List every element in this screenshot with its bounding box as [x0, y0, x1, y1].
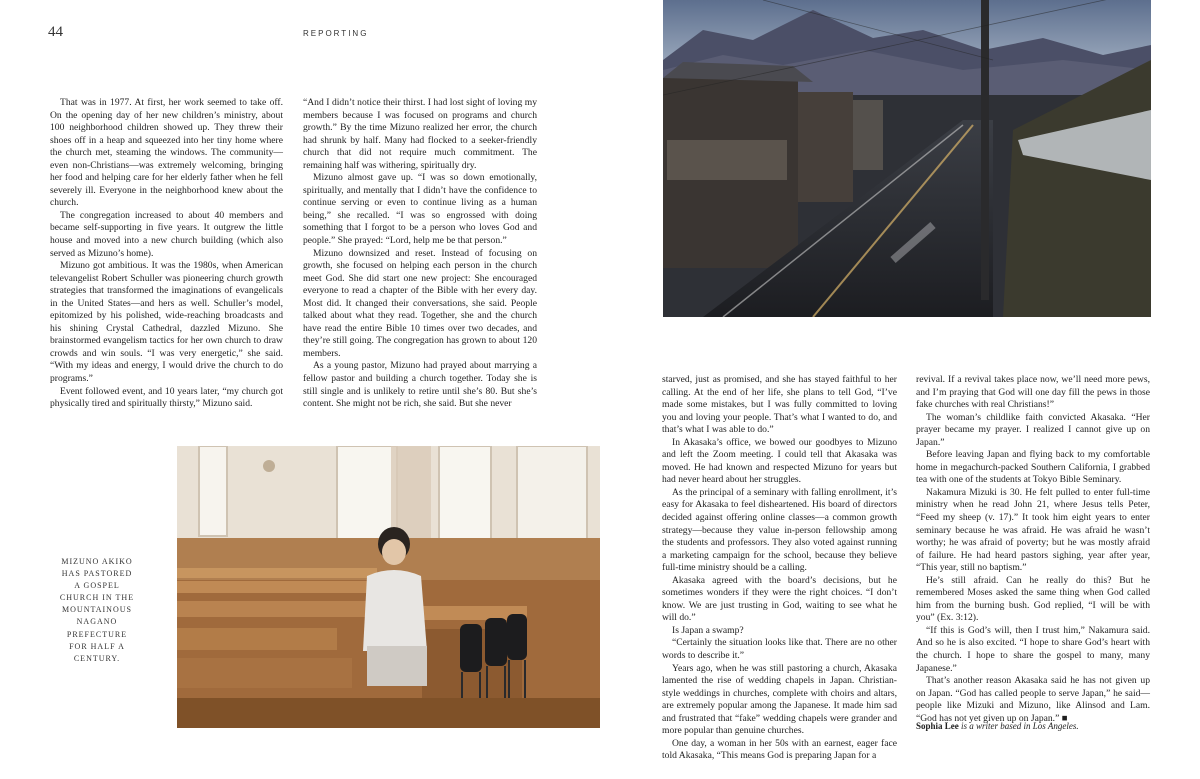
- paragraph: “And I didn’t notice their thirst. I had lost sight of loving my members because I was focused on programs and church growth.” By the time Mizuno realized her error, the church had shrunk by half. Many had flocked to a seeker-friendly church that did not require much commitment. The remaining half was withering, spiritually dry.: [303, 97, 537, 171]
- paragraph: One day, a woman in her 50s with an earnest, eager face told Akasaka, “This means God is preparing Japan for a: [662, 737, 897, 762]
- author-bio: is a writer based in Los Angeles.: [958, 721, 1079, 731]
- paragraph: Akasaka agreed with the board’s decisions, but he sometimes wonders if they were the right choices. “I don’t know. We are just trusting in God, waiting to see what he will do.”: [662, 574, 897, 624]
- paragraph: Event followed event, and 10 years later, “my church got physically tired and spiritually thirsty,” Mizuno said.: [50, 385, 283, 410]
- paragraph: Years ago, when he was still pastoring a church, Akasaka lamented the rise of wedding chapels in Japan. Christian-style weddings in churches, complete with choirs and altars, are extremely popular among the Japanese. It made him sad and frustrated that “fake” wedding chapels were grander and more popular than genuine churches.: [662, 662, 897, 737]
- paragraph: Before leaving Japan and flying back to my comfortable home in megachurch-packed Southern California, I grabbed tea with one of the students at Tokyo Bible Seminary.: [916, 449, 1150, 486]
- paragraph: Mizuno got ambitious. It was the 1980s, when American televangelist Robert Schuller was pioneering church growth strategies that transformed the imaginations of evangelicals in the United States—and hers as well. Schuller’s model, epitomized by his polished, wide-reaching broadcasts and his shining Crystal Cathedral, dazzled Mizuno. She brainstormed evangelism tactics for her own church to draw crowds and win souls. “I was very energetic,” she said. “With my ideas and energy, I would drive the church to do programs.”: [50, 260, 283, 385]
- paragraph: revival. If a revival takes place now, we’ll need more pews, and I’m praying that God will one day fill the pews in those fake churches with real Christians!”: [916, 374, 1150, 411]
- paragraph: That was in 1977. At first, her work seemed to take off. On the opening day of her new children’s ministry, about 100 neighborhood children showed up. They threw their shoes off in a heap and squeezed into her tiny home where the church met, steaming the windows. The community—even non-Christians—was extremely welcoming, bringing her food and helping care for her elderly father when he fell severely ill. Everyone in the neighborhood knew about the church.: [50, 97, 283, 209]
- page-number: 44: [48, 24, 63, 40]
- paragraph: Mizuno almost gave up. “I was so down emotionally, spiritually, and mentally that I didn’t have the confidence to continue serving or even to continue living as a human being,” she recalled. “I was so engrossed with doing something that I forgot to be a person who loves God and people.” She prayed: “Lord, help me be that person.”: [303, 172, 537, 247]
- photo-caption: MIZUNO AKIKO HAS PASTORED A GOSPEL CHURCH IN THE MOUNTAINOUS NAGANO PREFECTURE FOR HALF A CENTURY.: [59, 557, 135, 663]
- paragraph: That’s another reason Akasaka said he has not given up on Japan. “God has called people to serve Japan,” he said—people like Mizuki and Mizuno, like Alinsod and Lam. “God has not yet given up on Japan.” ■: [916, 675, 1150, 724]
- church-photo-art: [177, 446, 600, 728]
- paragraph: Mizuno downsized and reset. Instead of focusing on growth, she focused on helping each person in the church meet God. She did start one new project: She encouraged everyone to read a chapter of the Bible with her every day. Most did. It changed their conversations, she said. People talked about what they read. Together, she and the church have read the entire Bible 10 times over two decades, and they’re still going. The congregation has grown to about 120 members.: [303, 247, 537, 359]
- paragraph: In Akasaka’s office, we bowed our goodbyes to Mizuno and left the Zoom meeting. I could tell that Akasaka was moved. He had known and respected Mizuno for years but had never heard about her struggles.: [662, 436, 897, 486]
- article-column-1: [50, 97, 283, 411]
- paragraph: Nakamura Mizuki is 30. He felt pulled to enter full-time ministry when he read John 21, where Jesus tells Peter, “Feed my sheep (v. 17).” It took him eight years to enter seminary because he was afraid. He was afraid he wasn’t worthy; he was afraid of poverty; but he was mostly afraid of failure. He had heard pastors sighing, year after year, “This year, still no baptism.”: [916, 486, 1150, 574]
- section-label: REPORTING: [303, 29, 369, 38]
- paragraph: “Certainly the situation looks like that. There are no other words to describe it.”: [662, 637, 897, 662]
- church-interior-photo: [177, 446, 600, 728]
- street-photo-art: [663, 0, 1151, 317]
- author-byline: [916, 721, 1079, 731]
- article-column-3: [662, 374, 897, 763]
- paragraph: starved, just as promised, and she has stayed faithful to her calling. At the end of her life, she plans to tell God, “I’ve made some mistakes, but I was fully committed to loving you and loving your people. That’s what I wanted to do, and that’s what I was able to do.”: [662, 374, 897, 436]
- article-column-4: [916, 374, 1150, 725]
- paragraph: The woman’s childlike faith convicted Akasaka. “Her prayer became my prayer. I realized I cannot give up on Japan.”: [916, 411, 1150, 448]
- author-name: Sophia Lee: [916, 721, 959, 731]
- paragraph: As a young pastor, Mizuno had prayed about marrying a fellow pastor and building a church together. Today she is still single and is unlikely to retire until she’s 80. But she’s content. She might not be rich, she said. But she never: [303, 360, 537, 410]
- paragraph: Is Japan a swamp?: [672, 624, 744, 636]
- paragraph: The congregation increased to about 40 members and became self-supporting in five years. It outgrew the little house and moved into a new church building (which also served as Mizuno’s home).: [50, 209, 283, 259]
- paragraph: “If this is God’s will, then I trust him,” Nakamura said. And so he is also excited. “I hope to share God’s heart with the church. I hope to share the gospel to many, many Japanese.”: [916, 624, 1150, 674]
- street-photo: [663, 0, 1151, 317]
- paragraph: As the principal of a seminary with falling enrollment, it’s easy for Akasaka to feel disheartened. His board of directors decided against offering online classes—a common growth strategy—because they value in-person fellowship among the students and professors. They also voted against running a marketing campaign for the school, because they believe full-time ministry should be a calling.: [662, 486, 897, 574]
- paragraph: He’s still afraid. Can he really do this? But he remembered Moses asked the same thing when God called him from the burning bush. God replied, “I will be with you” (Ex. 3:12).: [916, 574, 1150, 624]
- article-column-2: [303, 97, 537, 411]
